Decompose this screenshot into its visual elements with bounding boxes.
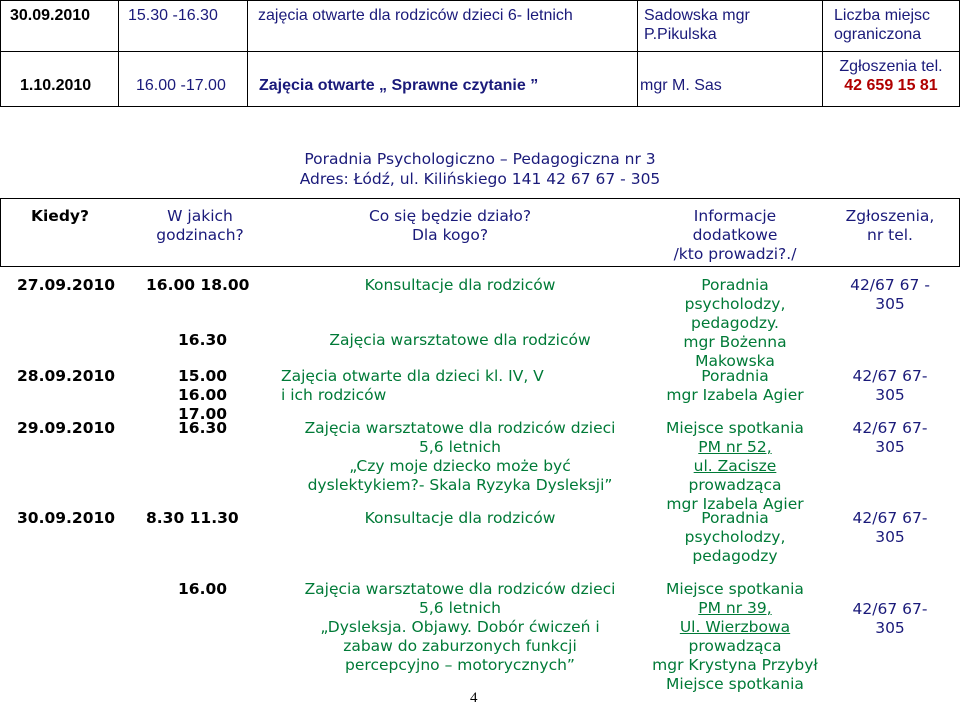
d3-date: 29.09.2010 (17, 419, 116, 437)
top-table-col-divider (637, 0, 638, 107)
d4-phone: 42/67 67- 305 (852, 509, 928, 546)
d4-date: 30.09.2010 (17, 509, 116, 527)
d1-phone: 42/67 67 - 305 (850, 276, 930, 313)
col-signup: Zgłoszenia, nr tel. (845, 207, 935, 244)
row2-title: Zajęcia otwarte „ Sprawne czytanie ” (259, 77, 539, 94)
row2-date: 1.10.2010 (20, 77, 92, 94)
d3-time: 16.30 (178, 419, 228, 437)
schedule-header-bottom (0, 266, 960, 267)
d1-event-b: Zajęcia warsztatowe dla rodziców (329, 331, 591, 349)
top-table-border-top (0, 0, 960, 1)
row1-title: zajęcia otwarte dla rodziców dzieci 6- letnich (258, 7, 573, 24)
top-table-row-divider (0, 51, 960, 52)
d1-time-b: 16.30 (178, 331, 228, 349)
d2-times: 15.00 16.00 17.00 (178, 367, 228, 423)
top-table-col-divider (247, 0, 248, 107)
d1-date: 27.09.2010 (17, 276, 116, 294)
d2-phone: 42/67 67- 305 (852, 367, 928, 404)
d5-event: Zajęcia warsztatowe dla rodziców dzieci 5,6 letnich „Dysleksja. Objawy. Dobór ćwiczeń i zabaw do zaburzonych funkcji percepcyjno – motorycznych” (304, 580, 616, 674)
top-table-col-divider (118, 0, 119, 107)
row2-signup: Zgłoszenia tel. 42 659 15 81 (839, 58, 943, 94)
row1-time: 15.30 -16.30 (128, 7, 218, 24)
schedule-border-top (0, 198, 960, 199)
d2-event: Zajęcia otwarte dla dzieci kl. IV, V i ich rodziców (281, 367, 544, 404)
d4-event: Konsultacje dla rodziców (364, 509, 556, 527)
top-table-border-bottom (0, 106, 960, 107)
d4-info: Poradnia psycholodzy, pedagodzy (684, 509, 786, 565)
top-table-border-left (0, 0, 1, 107)
heading-title: Poradnia Psychologiczno – Pedagogiczna nr 3 (304, 150, 656, 168)
col-what: Co się będzie działo? Dla kogo? (368, 207, 532, 244)
d1-info: Poradnia psycholodzy, pedagodzy. mgr Bożenna Makowska (683, 276, 787, 370)
heading-address: Adres: Łódź, ul. Kilińskiego 141 42 67 67 - 305 (299, 170, 661, 188)
d5-time: 16.00 (178, 580, 228, 598)
row2-time: 16.00 -17.00 (136, 77, 226, 94)
d3-info: Miejsce spotkania PM nr 52, ul. Zacisze prowadząca mgr Izabela Agier (666, 419, 804, 513)
col-when: Kiedy? (30, 207, 90, 225)
row1-date: 30.09.2010 (10, 7, 91, 24)
row1-note: Liczba miejsc ograniczona (834, 7, 931, 43)
d2-info: Poradnia mgr Izabela Agier (666, 367, 804, 404)
row2-teacher: mgr M. Sas (640, 77, 722, 94)
d5-info: Miejsce spotkania PM nr 39, Ul. Wierzbowa prowadząca mgr Krystyna Przybył Miejsce spotkania (652, 580, 818, 693)
d2-date: 28.09.2010 (17, 367, 116, 385)
row1-teacher: Sadowska mgr P.Pikulska (644, 7, 750, 43)
d3-event: Zajęcia warsztatowe dla rodziców dzieci 5,6 letnich „Czy moje dziecko może być dyslektykiem?- Skala Ryzyka Dysleksji” (304, 419, 616, 494)
d1-time-a: 16.00 18.00 (146, 276, 250, 294)
d4-time: 8.30 11.30 (146, 509, 239, 527)
d5-phone: 42/67 67- 305 (852, 600, 928, 637)
d3-phone: 42/67 67- 305 (852, 419, 928, 456)
d1-event-a: Konsultacje dla rodziców (364, 276, 556, 294)
page-number: 4 (470, 690, 478, 706)
col-hours: W jakich godzinach? (156, 207, 244, 244)
col-info: Informacje dodatkowe /kto prowadzi?./ (673, 207, 797, 263)
